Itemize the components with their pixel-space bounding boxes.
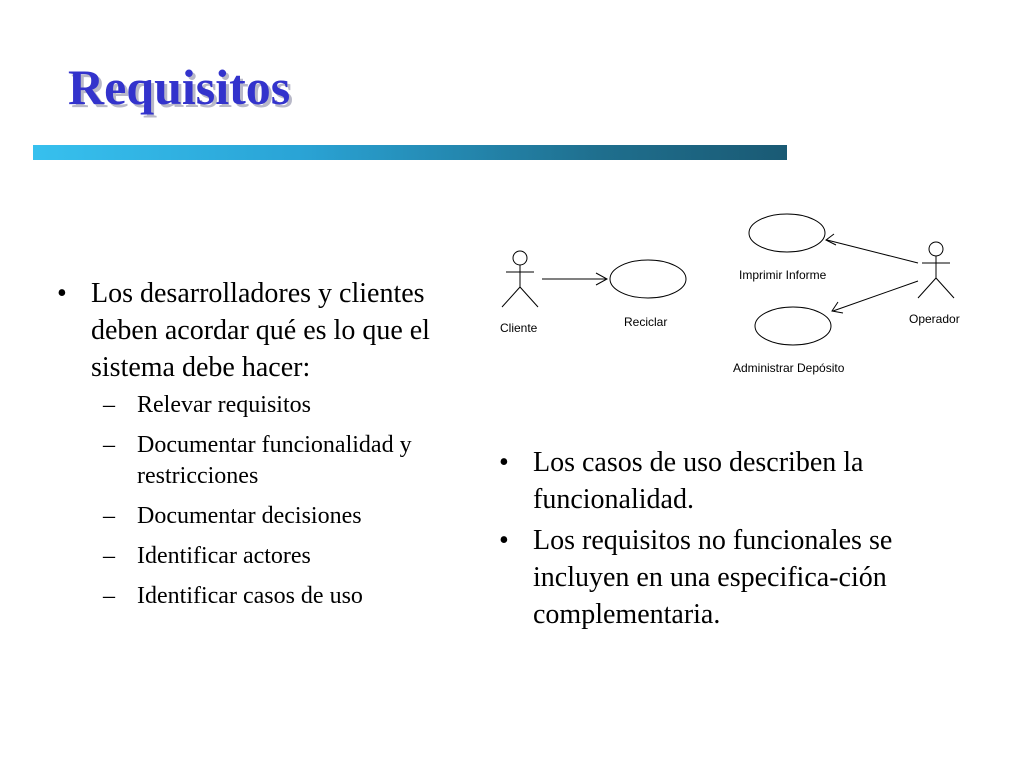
sub-bullet-text: Identificar casos de uso [137, 583, 363, 609]
bullet-icon: • [57, 278, 67, 309]
title-underline-bar [33, 145, 787, 160]
sub-bullet-list [91, 390, 465, 612]
right-bullet-text: Los requisitos no funcionales se incluyen en una especifica-ción complementaria. [533, 525, 893, 630]
sub-bullet-text: Relevar requisitos [137, 392, 311, 418]
association-arrows [542, 234, 918, 313]
left-column [55, 275, 465, 621]
sub-bullet-item [91, 541, 465, 572]
bullet-icon: • [499, 525, 509, 556]
right-column [497, 444, 957, 637]
use-case-diagram [490, 205, 980, 385]
sub-bullet-item [91, 501, 465, 532]
sub-bullet-text: Documentar decisiones [137, 503, 362, 529]
right-bullet-list [497, 444, 957, 633]
sub-bullet-text: Identificar actores [137, 543, 311, 569]
sub-bullet-item [91, 430, 465, 492]
arrow-operador-administrar [833, 281, 918, 311]
use-case-reciclar [610, 260, 686, 298]
right-bullet-item [497, 522, 957, 633]
right-bullet-text: Los casos de uso describen la funcionalidad. [533, 447, 864, 515]
arrowhead-icon [826, 234, 836, 245]
actor-operador-icon [918, 242, 954, 298]
left-bullet-list [55, 275, 465, 612]
left-bullet-text: Los desarrolladores y clientes deben acordar qué es lo que el sistema debe hacer: [91, 278, 430, 383]
page-title: Requisitos [68, 59, 291, 115]
arrow-operador-imprimir [827, 240, 918, 263]
dash-icon: – [103, 543, 115, 569]
dash-icon: – [103, 503, 115, 529]
sub-bullet-text: Documentar funcionalidad y restricciones [137, 432, 412, 489]
actor-cliente-icon [502, 251, 538, 307]
sub-bullet-item [91, 390, 465, 421]
use-case-reciclar-label: Reciclar [624, 315, 668, 329]
arrowhead-icon [832, 302, 843, 313]
sub-bullet-item [91, 581, 465, 612]
use-case-imprimir-label: Imprimir Informe [739, 268, 827, 282]
left-bullet-item [55, 275, 465, 612]
use-case-imprimir-informe [749, 214, 825, 252]
actor-cliente-label: Cliente [500, 321, 538, 335]
dash-icon: – [103, 392, 115, 418]
use-case-administrar-deposito [755, 307, 831, 345]
actor-operador-label: Operador [909, 312, 960, 326]
right-bullet-item [497, 444, 957, 518]
dash-icon: – [103, 432, 115, 458]
dash-icon: – [103, 583, 115, 609]
bullet-icon: • [499, 447, 509, 478]
use-case-administrar-label: Administrar Depósito [733, 361, 845, 375]
